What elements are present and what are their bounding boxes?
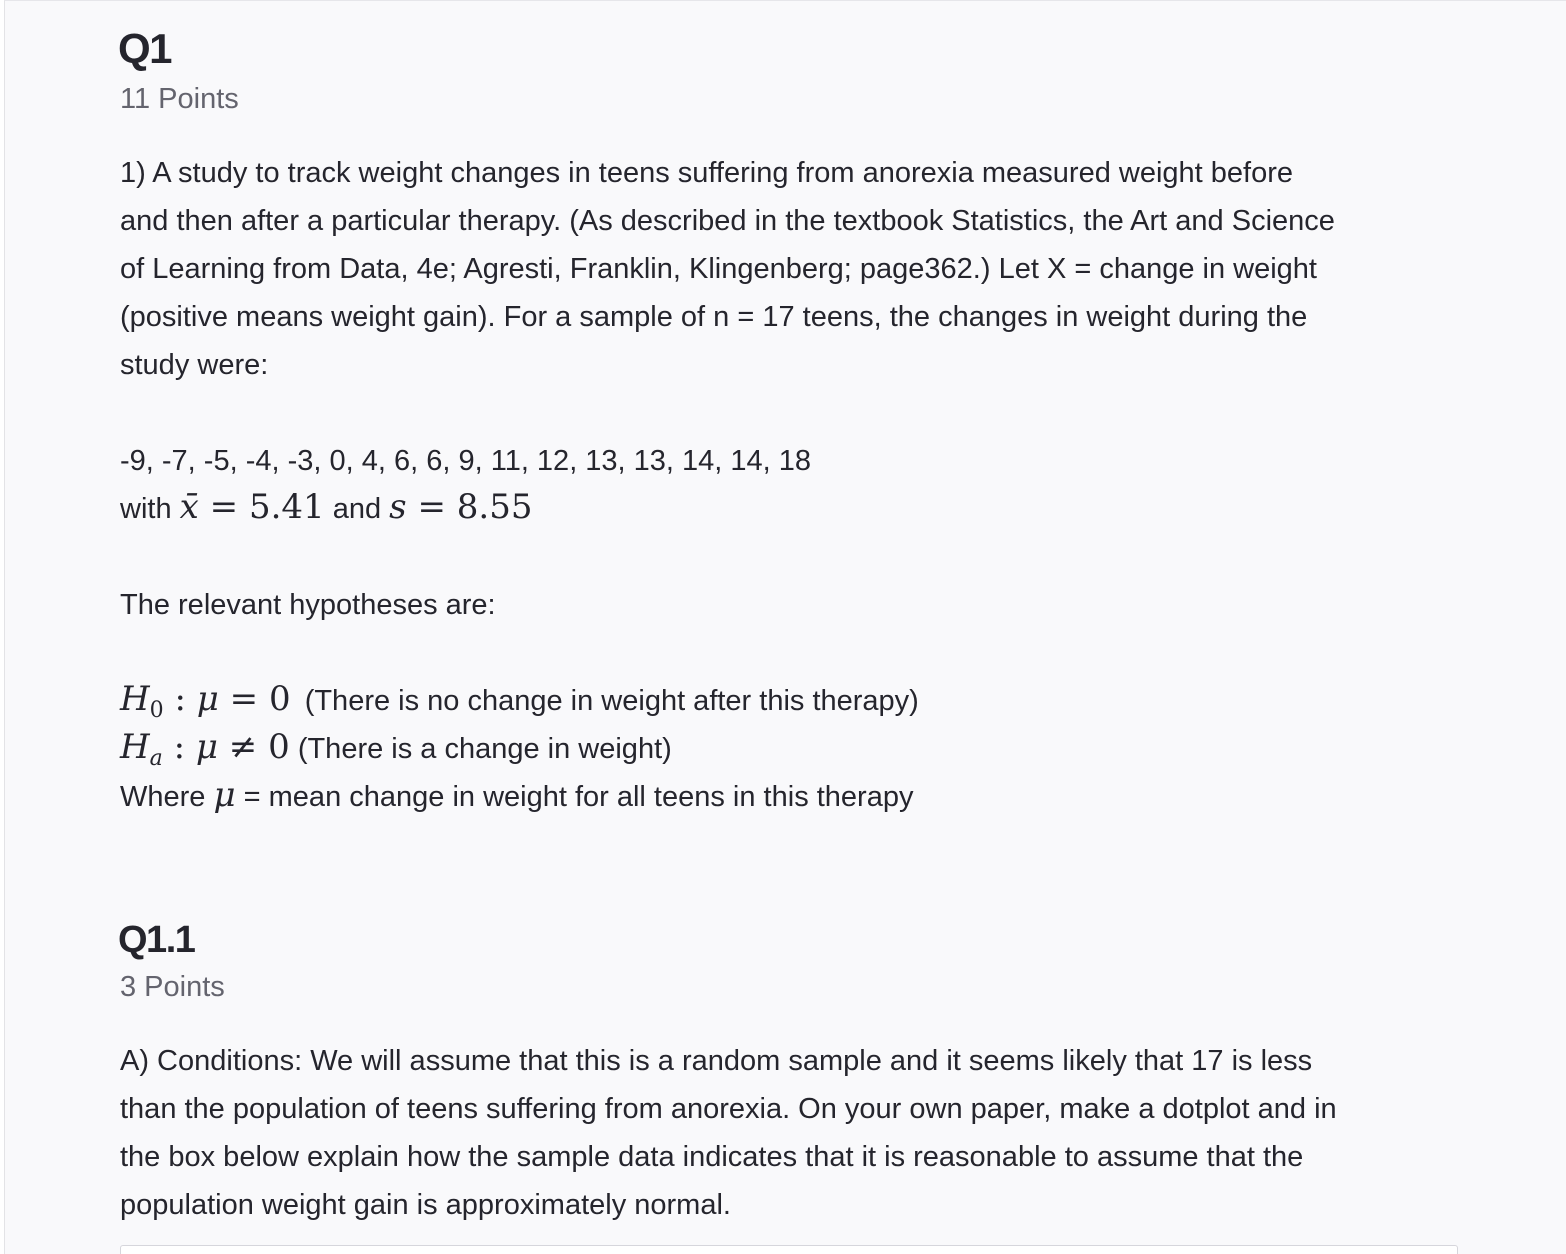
- ha-subscript: a: [149, 746, 163, 771]
- xbar-expression: [180, 487, 325, 527]
- where-definition: [120, 771, 913, 821]
- data-values: -9, -7, -5, -4, -3, 0, 4, 6, 6, 9, 11, 12, 13, 13, 14, 14, 18: [120, 445, 812, 477]
- h-symbol: H: [120, 679, 150, 719]
- hypotheses-intro: The relevant hypotheses are:: [120, 589, 496, 621]
- prompt-line-3: the box below explain how the sample data indicates that it is reasonable to assume that the: [120, 1141, 1304, 1173]
- ha-value: 0: [268, 727, 290, 767]
- where-suffix: = mean change in weight for all teens in this therapy: [243, 781, 914, 813]
- h0-note: (There is no change in weight after this therapy): [304, 685, 919, 717]
- colon: :: [174, 679, 186, 719]
- intro-line-5: study were:: [120, 349, 269, 381]
- intro-line-3: of Learning from Data, 4e; Agresti, Franklin, Klingenberg; page362.) Let X = change in weight: [120, 253, 1317, 285]
- xbar-value: 5.41: [248, 487, 325, 527]
- subquestion-points: 3 Points: [120, 971, 225, 1003]
- s-symbol: s: [389, 487, 407, 527]
- prompt-line-2: than the population of teens suffering from anorexia. On your own paper, make a dotplot and in: [120, 1093, 1337, 1125]
- ha-note: (There is a change in weight): [297, 733, 672, 765]
- ha-expression: [120, 727, 290, 771]
- intro-line-4: (positive means weight gain). For a sample of n = 17 teens, the changes in weight during the: [120, 301, 1308, 333]
- subquestion-title: Q1.1: [118, 919, 195, 961]
- mu-symbol: μ: [196, 679, 219, 719]
- s-value: 8.55: [456, 487, 533, 527]
- with-label: with: [120, 493, 172, 525]
- summary-stats: [120, 483, 532, 533]
- page: [4, 0, 1566, 1254]
- equals-sign: =: [417, 487, 446, 527]
- question-points: 11 Points: [120, 83, 239, 115]
- h-symbol: H: [120, 727, 150, 767]
- where-prefix: Where: [120, 781, 206, 813]
- h0-subscript: 0: [149, 698, 164, 723]
- equals-sign: =: [209, 487, 239, 527]
- intro-line-1: 1) A study to track weight changes in teens suffering from anorexia measured weight before: [120, 157, 1294, 189]
- and-label: and: [332, 493, 382, 525]
- h0-expression: [120, 679, 291, 723]
- mu-symbol: μ: [195, 727, 218, 767]
- xbar-symbol: x̄: [179, 487, 199, 527]
- h0-value: 0: [268, 679, 291, 719]
- s-expression: [389, 487, 532, 527]
- relation-sign: ≠: [228, 727, 258, 767]
- colon: :: [173, 727, 186, 767]
- answer-textbox[interactable]: [120, 1245, 1458, 1254]
- relation-sign: =: [229, 679, 259, 719]
- question-title: Q1: [118, 25, 172, 72]
- mu-symbol: μ: [213, 775, 236, 815]
- prompt-line-4: population weight gain is approximately normal.: [120, 1189, 731, 1221]
- intro-line-2: and then after a particular therapy. (As described in the textbook Statistics, the Art and Science: [120, 205, 1335, 237]
- prompt-line-1: A) Conditions: We will assume that this is a random sample and it seems likely that 17 is less: [120, 1045, 1313, 1077]
